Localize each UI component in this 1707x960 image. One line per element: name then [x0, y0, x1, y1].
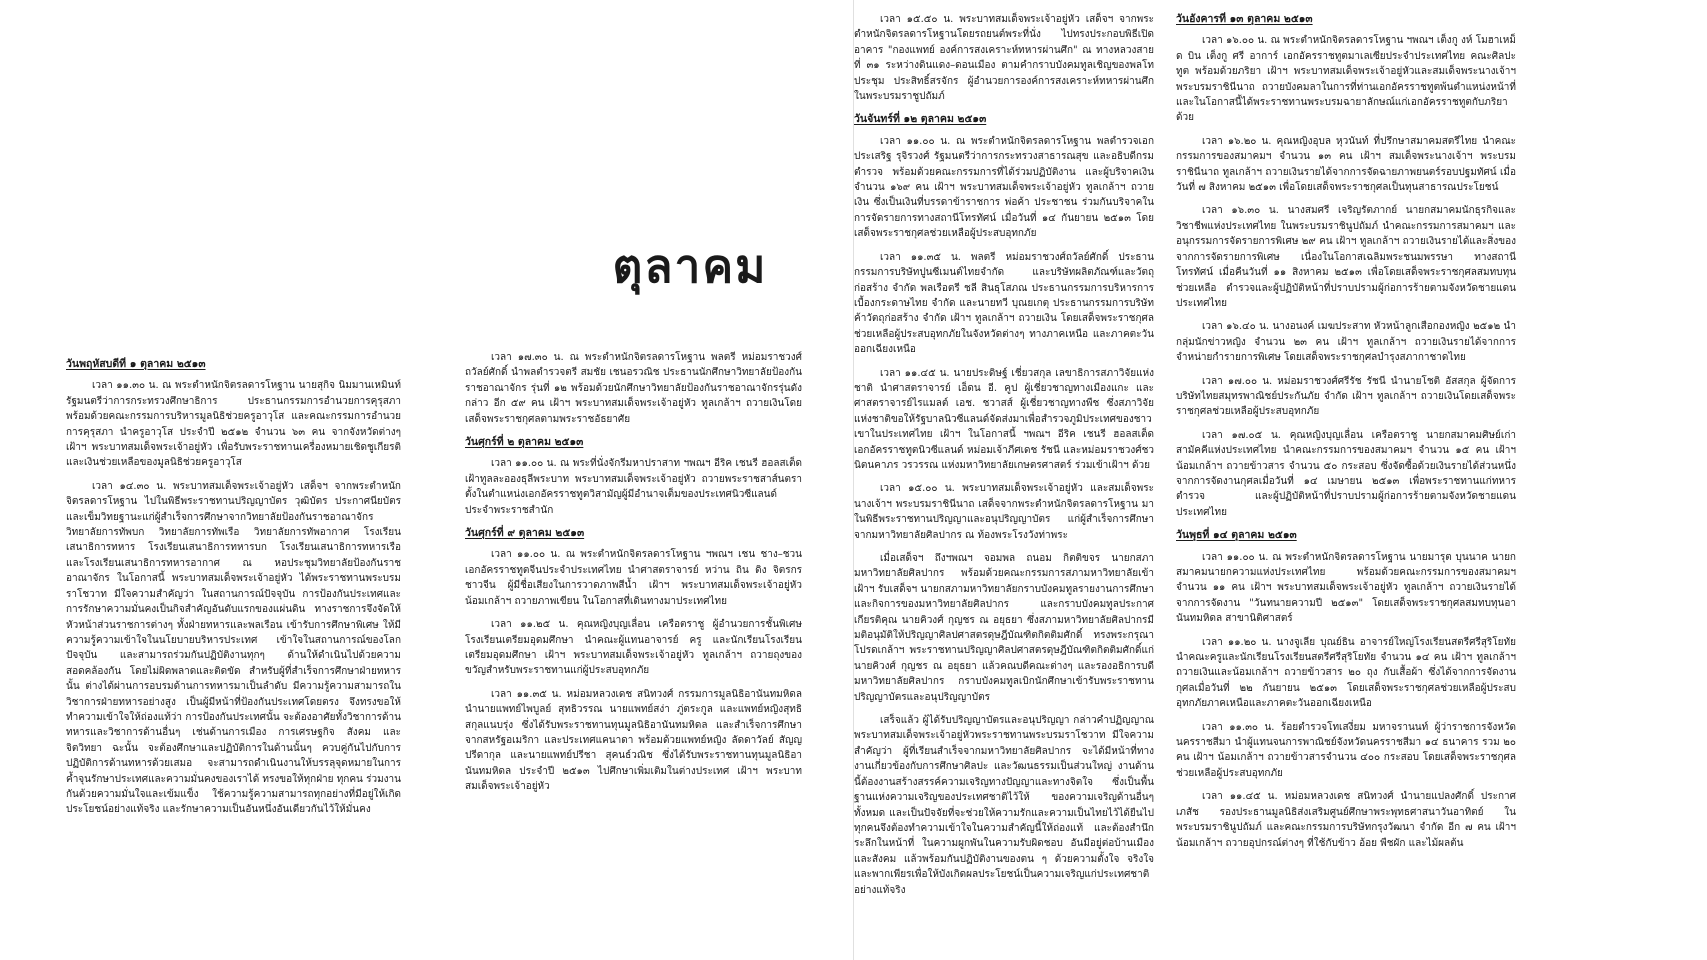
left-page — [0, 0, 853, 960]
entry-paragraph: เวลา ๑๖.๒๐ น. คุณหญิงอุบล หุวนันท์ ที่ปรึกษาสมาคมสตรีไทย นำคณะกรรมการของสมาคมฯ จำนวน ๑๓ คน เฝ้าฯ สมเด็จพระนางเจ้าฯ พระบรมราชินีนาถ ทูลเกล้าฯ ถวายเงินรายได้จากการจัดฉายภาพยนตร์รอบปฐมทัศน์ เมื่อวันที่ ๗ สิงหาคม ๒๕๑๓ เพื่อโดยเสด็จพระราชกุศลเป็นทุนสาธารณประโยชน์ — [1176, 135, 1516, 194]
entry-paragraph: เวลา ๑๑.๓๐ น. ณ พระตำหนักจิตรลดารโหฐาน นายสุกิจ นิมมานเหมินท์ รัฐมนตรีว่าการกระทรวงศึกษาธิการ ประธานกรรมการอำนวยการคุรุสภา พร้อมด้วยคณะกรรมการบริหารมูลนิธิช่วยครูอาวุโส และคณะกรรมการอำนวยการคุรุสภา นำครูอาวุโส ประจำปี ๒๕๑๒ จำนวน ๖๓ คน จากจังหวัดต่างๆ เฝ้าฯ พระบาทสมเด็จพระเจ้าอยู่หัว เพื่อรับพระราชทานเครื่องหมายเชิดชูเกียรติและเงินช่วยเหลือของมูลนิธิช่วยครูอาวุโส — [66, 380, 401, 469]
entry-paragraph: เวลา ๑๕.๕๐ น. พระบาทสมเด็จพระเจ้าอยู่หัว เสด็จฯ จากพระตำหนักจิตรลดารโหฐานโดยรถยนต์พระที่นั่ง ไปทรงประกอบพิธีเปิดอาคาร "กองแพทย์ องค์การสงเคราะห์ทหารผ่านศึก" ณ ทางหลวงสายที่ ๓๑ ระหว่างดินแดง–ดอนเมือง ตามคำกราบบังคมทูลเชิญของพลโท ประชุม ประสิทธิ์สรจักร ผู้อำนวยการองค์การสงเคราะห์ทหารผ่านศึก ในพระบรมราชูปถัมภ์ — [854, 14, 1154, 103]
entry-paragraph: เวลา ๑๑.๐๐ น. ณ พระที่นั่งจักรีมหาปราสาท ฯพณฯ อีริค เชนรี ฮอลสเต็ด เฝ้าทูลละอองธุลีพระบาท พระบาทสมเด็จพระเจ้าอยู่หัว ถวายพระราชสาส์นตราตั้งในตำแหน่งเอกอัครราชทูตวิสามัญผู้มีอำนาจเต็มของประเทศนิวซีแลนด์ประจำพระราชสำนัก — [465, 458, 802, 516]
page-title: ตุลาคม — [612, 239, 768, 293]
date-heading: วันจันทร์ที่ ๑๒ ตุลาคม ๒๕๑๓ — [854, 113, 987, 126]
entry-paragraph: เวลา ๑๗.๓๐ น. ณ พระตำหนักจิตรลดารโหฐาน พลตรี หม่อมราชวงศ์ถวัลย์ศักดิ์ นำพลตำรวจตรี สมชัย เชนอรวณิช ประธานนักศึกษาวิทยาลัยป้องกันราชอาณาจักร รุ่นที่ ๑๒ พร้อมด้วยนักศึกษาวิทยาลัยป้องกันราชอาณาจักรรุ่นดังกล่าว อีก ๕๙ คน เฝ้าฯ พระบาทสมเด็จพระเจ้าอยู่หัว ทูลเกล้าฯ ถวายเงินโดยเสด็จพระราชกุศลตามพระราชอัธยาศัย — [465, 352, 802, 425]
entry-paragraph: เวลา ๑๑.๓๕ น. พลตรี หม่อมราชวงศ์ถวัลย์ศักดิ์ ประธานกรรมการบริษัทปูนซีเมนต์ไทยจำกัด และบริษัทผลิตภัณฑ์และวัตถุก่อสร้าง จำกัด พลเรือตรี ชลี สินธุโสภณ ประธานกรรมการบริหารการเบื้องกระดาษไทย จำกัด และนายทวี บุณยเกตุ ประธานกรรมการบริษัทค้าวัตถุก่อสร้าง จำกัด เฝ้าฯ ทูลเกล้าฯ ถวายเงิน โดยเสด็จพระราชกุศลช่วยเหลือผู้ประสบอุทกภัยในจังหวัดต่างๆ ทางภาคเหนือ และภาคตะวันออกเฉียงเหนือ — [854, 251, 1154, 356]
entry-paragraph: เวลา ๑๖.๓๐ น. นางสมศรี เจริญรัตภากย์ นายกสมาคมนักธุรกิจและวิชาชีพแห่งประเทศไทย ในพระบรมราชินูปถัมภ์ นำคณะกรรมการสมาคมฯ และอนุกรรมการจัดรายการพิเศษ ๒๙ คน เฝ้าฯ ทูลเกล้าฯ ถวายเงินรายได้และสิ่งของจากการจัดรายการพิเศษ เนื่องในโอกาสเฉลิมพระชนมพรรษา ทางสถานีโทรทัศน์ เมื่อคืนวันที่ ๑๑ สิงหาคม ๒๕๑๓ เพื่อโดยเสด็จพระราชกุศลสมทบทุนช่วยเหลือ ตำรวจและผู้ปฏิบัติหน้าที่ปราบปรามผู้ก่อการร้ายตามจังหวัดชายแดนประเทศไทย — [1176, 205, 1516, 309]
entry-paragraph: เวลา ๑๑.๐๐ น. ณ พระตำหนักจิตรลดารโหฐาน ฯพณฯ เชน ชาง–ชวน เอกอัครราชทูตจีนประจำประเทศไทย นำศาสตราจารย์ หว่าน ถิน ดิง จิตรกรชาวจีน ผู้มีชื่อเสียงในการวาดภาพสีน้ำ เฝ้าฯ พระบาทสมเด็จพระเจ้าอยู่หัว น้อมเกล้าฯ ถวายภาพเขียน ในโอกาสที่เดินทางมาประเทศไทย — [465, 549, 802, 607]
entry-paragraph: เวลา ๑๖.๐๐ น. ณ พระตำหนักจิตรลดารโหฐาน ฯพณฯ เต็งกู งห์ โมฮาเหม็ด บิน เต็งกู ศรี อาการ์ เอกอัครราชทูตมาเลเซียประจำประเทศไทย คณะศิลปะทูต พร้อมด้วยภริยา เฝ้าฯ พระบาทสมเด็จพระเจ้าอยู่หัวและสมเด็จพระนางเจ้าฯ พระบรมราชินีนาถ ถวายบังคมลาในการที่ท่านเอกอัครราชทูตพ้นตำแหน่งหน้าที่ และในโอกาสนี้ได้พระราชทานพระบรมฉายาลักษณ์แก่เอกอัครราชทูตกับภริยาด้วย — [1176, 35, 1516, 124]
entry-paragraph: เวลา ๑๑.๔๕ น. นายประดิษฐ์ เชี่ยวสกุล เลขาธิการสภาวิจัยแห่งชาติ นำศาสตราจารย์ เอ็ดน อี. คูป ผู้เชี่ยวชาญทางเมืองแกะ และศาสตราจารย์ไรแมลต์ เอช. ชวาสส์ ผู้เชี่ยวชาญทางพืช ซึ่งสภาวิจัยแห่งชาติขอให้รัฐบาลนิวซีแลนด์จัดส่งมาเพื่อสำรวจภูมิประเทศของชาวเขาในประเทศไทย เฝ้าฯ ในโอกาสนี้ ฯพณฯ อีริค เชนรี ฮอลสเต็ด เอกอัครราชทูตนิวซีแลนด์ หม่อมเจ้าภีศเดช รัชนี และหม่อมราชวงศ์ชวนิตนคาภร วรวรรณ แห่งมหาวิทยาลัยเกษตรศาสตร์ ร่วมเข้าเฝ้าฯ ด้วย — [854, 367, 1154, 471]
entry-paragraph: เวลา ๑๗.๐๕ น. คุณหญิงบุญเลื่อน เครือตราชู นายกสมาคมศิษย์เก่าสามัคคีแห่งประเทศไทย นำคณะกรรมการของสมาคมฯ จำนวน ๑๕ คน เฝ้าฯ น้อมเกล้าฯ ถวายข้าวสาร จำนวน ๕๐ กระสอบ ซึ่งจัดซื้อด้วยเงินรายได้ส่วนหนึ่งจากการจัดงานกุศลเมื่อวันที่ ๑๔ เมษายน ๒๕๑๓ เพื่อพระราชทานแก่ทหาร ตำรวจ และผู้ปฏิบัติหน้าที่ปราบปรามผู้ก่อการร้ายตามจังหวัดชายแดนประเทศไทย — [1176, 429, 1516, 518]
entry-paragraph: เวลา ๑๖.๔๐ น. นางอนงค์ เมฆประสาท หัวหน้าลูกเสือกองหญิง ๒๕๑๒ นำกลุ่มนักข่าวหญิง จำนวน ๒๓ คน เฝ้าฯ ทูลเกล้าฯ ถวายเงินรายได้จากการจำหน่ายกำรายการพิเศษ โดยเสด็จพระราชกุศลบำรุงสภากาชาดไทย — [1176, 321, 1516, 364]
left-column-2 — [465, 350, 802, 960]
right-column-2 — [1176, 12, 1516, 958]
date-heading: วันอังคารที่ ๑๓ ตุลาคม ๒๕๑๓ — [1176, 13, 1313, 25]
entry-paragraph: เวลา ๑๑.๒๕ น. คุณหญิงบุญเลื่อน เครือตราชู ผู้อำนวยการชั้นพิเศษ โรงเรียนเตรียมอุดมศึกษา นำคณะผู้แทนอาจารย์ ครู และนักเรียนโรงเรียนเตรียมอุดมศึกษา เฝ้าฯ พระบาทสมเด็จพระเจ้าอยู่หัว ทูลเกล้าฯ ถวายถุงของขวัญสำหรับพระราชทานแก่ผู้ประสบอุทกภัย — [465, 619, 802, 677]
entry-paragraph: เวลา ๑๑.๐๐ น. ณ พระตำหนักจิตรลดารโหฐาน นายมารุต บุนนาค นายกสมาคมนายกความแห่งประเทศไทย พร้อมด้วยคณะกรรมการของสมาคมฯ จำนวน ๑๑ คน เฝ้าฯ พระบาทสมเด็จพระเจ้าอยู่หัว ทูลเกล้าฯ ถวายเงินรายได้จากการจัดงาน "วันทนายความปี ๒๕๑๓" โดยเสด็จพระราชกุศลสมทบทุนอานันทมหิดล สาขานิติศาสตร์ — [1176, 551, 1516, 625]
entry-paragraph: เสร็จแล้ว ผู้ได้รับปริญญาบัตรและอนุปริญญา กล่าวคำปฏิญญาณ พระบาทสมเด็จพระเจ้าอยู่หัวพระราชทานพระบรมราโชวาท มีใจความสำคัญว่า ผู้ที่เรียนสำเร็จจากมหาวิทยาลัยศิลปากร จะได้มีหน้าที่ทางงานเกี่ยวข้องกับการศึกษาศิลปะ และวัฒนธรรมเป็นส่วนใหญ่ งานด้านนี้ต้องงานสร้างสรรค์ความเจริญทางปัญญาและทางจิตใจ ซึ่งเป็นพื้นฐานแห่งความเจริญของประเทศชาติไว้ให้ ของความเจริญด้านอื่นๆ ทั้งหมด และเป็นปัจจัยที่จะช่วยให้ความรักและความเป็นไทยไว้ได้ยืนไป ทุกคนจึงต้องทำความเข้าใจในความสำคัญนี้ให้ถ่องแท้ และต้องสำนึกระลึกในหน้าที่ ในความผูกพันในความรับผิดชอบ อันมีอยู่ต่อบ้านเมืองและสังคม แล้วพร้อมกันปฏิบัติงานของตน ๆ ด้วยความตั้งใจ จริงใจ และพากเพียรเพื่อให้บังเกิดผลประโยชน์เป็นความเจริญแก่ประเทศชาติอย่างแท้จริง — [854, 715, 1154, 896]
entry-paragraph: เวลา ๑๑.๐๐ น. ณ พระตำหนักจิตรลดารโหฐาน พลตำรวจเอกประเสริฐ รุจิรวงศ์ รัฐมนตรีว่าการกระทรวงสาธารณสุข และอธิบดีกรมตำรวจ พร้อมด้วยคณะกรรมการที่ได้ร่วมปฏิบัติงาน และผู้บริจาคเงิน จำนวน ๑๖๙ คน เฝ้าฯ พระบาทสมเด็จพระเจ้าอยู่หัว ทูลเกล้าฯ ถวายเงิน ซึ่งเป็นเงินที่บรรดาข้าราชการ พ่อค้า ประชาชน ร่วมกันบริจาคในการจัดรายการทางสถานีโทรทัศน์ เมื่อวันที่ ๑๔ กันยายน ๒๕๑๓ โดยเสด็จพระราชกุศลช่วยเหลือผู้ประสบอุทกภัย — [854, 135, 1154, 240]
right-column-1 — [854, 12, 1154, 958]
entry-paragraph: เวลา ๑๔.๓๐ น. พระบาทสมเด็จพระเจ้าอยู่หัว เสด็จฯ จากพระตำหนักจิตรลดารโหฐาน ไปในพิธีพระราชทานปริญญาบัตร วุฒิบัตร ประกาศนียบัตร และเข็มวิทยฐานะแก่ผู้สำเร็จการศึกษาจากวิทยาลัยป้องกันราชอาณาจักร วิทยาลัยการทัพบก วิทยาลัยการทัพเรือ วิทยาลัยการทัพอากาศ โรงเรียนเสนาธิการทหาร โรงเรียนเสนาธิการทหารบก โรงเรียนเสนาธิการทหารเรือ และโรงเรียนเสนาธิการทหารอากาศ ณ หอประชุมวิทยาลัยป้องกันราชอาณาจักร ในโอกาสนี้ พระบาทสมเด็จพระเจ้าอยู่หัว ได้พระราชทานพระบรมราโชวาท มีใจความสำคัญว่า ในสถานการณ์ปัจจุบัน การป้องกันประเทศและการรักษาความมั่นคงเป็นกิจสำคัญอันดับแรกของแผ่นดิน ทางราชการจึงจัดให้หัวหน้าส่วนราชการต่างๆ ทั้งฝ่ายทหารและพลเรือน เข้ารับการศึกษาพิเศษ ให้มีความรู้ความเข้าใจในนโยบายบริหารประเทศ เข้าใจในสถานการณ์ของโลกปัจจุบัน และสามารถร่วมกันปฏิบัติงานทุกๆ ด้านให้ดำเนินไปด้วยความสอดคล้องกัน โดยไม่ผิดพลาดและติดขัด สำหรับผู้ที่สำเร็จการศึกษาฝ่ายทหารนั้น ต่างได้ผ่านการอบรมด้านการทหารมาเป็นลำดับ มีความรู้ความสามารถในวิชาการฝ่ายทหารอย่างสูง เป็นผู้มีหน้าที่ป้องกันประเทศโดยตรง จึงทรงขอให้ทำความเข้าใจให้ถ่องแท้ว่า การป้องกันประเทศนั้น จะต้องอาศัยทั้งวิชาการด้านทหารและวิชาการด้านอื่นๆ เช่นด้านการเมือง การเศรษฐกิจ สังคม และจิตวิทยา ฉะนั้น จะต้องศึกษาและปฏิบัติการในด้านนั้นๆ ควบคู่กันไปกับการปฏิบัติการด้านทหารด้วยเสมอ จะสามารถดำเนินงานให้บรรลุจุดหมายในการค้ำจุนรักษาประเทศและความมั่นคงของเราได้ ทรงขอให้ทุกฝ่าย ทุกคน ร่วมงานกันด้วยความมั่นใจและเข้มแข็ง ใช้ความรู้ความสามารถทุกอย่างที่มีอยู่ให้เกิดประโยชน์อย่างแท้จริง และรักษาความเป็นอันหนึ่งอันเดียวกันไว้ให้มั่นคง — [66, 480, 401, 816]
entry-paragraph: เวลา ๑๗.๐๐ น. หม่อมราชวงศ์ศรีรัช รัชนี นำนายโชติ อัสสกุล ผู้จัดการบริษัทไทยสมุทรพาณิชย์ประกันภัย จำกัด เฝ้าฯ ทูลเกล้าฯ ถวายเงินโดยเสด็จพระราชกุศลช่วยเหลือผู้ประสบอุทกภัย — [1176, 375, 1516, 418]
entry-paragraph: เวลา ๑๑.๒๐ น. นางจูเลีย บุณย์ธิน อาจารย์ใหญ่โรงเรียนสตรีศรีสุริโยทัย นำคณะครูและนักเรียนโรงเรียนสตรีศรีสุริโยทัย จำนวน ๑๔ คน เฝ้าฯ ทูลเกล้าฯ ถวายเงินและน้อมเกล้าฯ ถวายข้าวสาร ๒๐ ถุง กับเสื้อผ้า ซึ่งได้จากการจัดงานกุศลเมื่อวันที่ ๒๒ กันยายน ๒๕๑๓ โดยเสด็จพระราชกุศลช่วยเหลือผู้ประสบอุทกภัยภาคเหนือและภาคตะวันออกเฉียงเหนือ — [1176, 636, 1516, 710]
right-page — [853, 0, 1707, 960]
date-heading: วันพุธที่ ๑๔ ตุลาคม ๒๕๑๓ — [1176, 529, 1297, 542]
entry-paragraph: เวลา ๑๑.๓๕ น. หม่อมหลวงเดช สนิทวงศ์ กรรมการมูลนิธิอานันทมหิดล นำนายแพทย์ไพบูลย์ สุทธิวรรณ นายแพทย์สง่า ภู่ตระกูล และแพทย์หญิงสุทธิ สกุลแนบรุ่ง ซึ่งได้รับพระราชทานทุนมูลนิธิอานันทมหิดล และสำเร็จการศึกษาจากสหรัฐอเมริกา และประเทศแคนาดา พร้อมด้วยแพทย์หญิง ลัดดาวัลย์ สัญญปรีดากุล และนายแพทย์ปรีชา สุคนธ์วณิช ซึ่งได้รับพระราชทานทุนมูลนิธิอานันทมหิดล ประจำปี ๒๕๑๓ ไปศึกษาเพิ่มเติมในต่างประเทศ เฝ้าฯ พระบาทสมเด็จพระเจ้าอยู่หัว — [465, 688, 802, 793]
left-column-1 — [66, 357, 401, 957]
entry-paragraph: เวลา ๑๑.๔๕ น. หม่อมหลวงเดช สนิทวงศ์ นำนายแปลงศักดิ์ ประกาศเภสัช รองประธานมูลนิธิส่งเสริมศูนย์ศึกษาพระพุทธศาสนาวันอาทิตย์ ในพระบรมราชินูปถัมภ์ และคณะกรรมการบริษัทกรุงวัฒนา จำกัด อีก ๗ คน เฝ้าฯ น้อมเกล้าฯ ถวายอุปกรณ์ต่างๆ ที่ใช้กับข้าว อ้อย พืชผัก และไม้ผลต้น — [1176, 791, 1516, 849]
entry-paragraph: เมื่อเสด็จฯ ถึงฯพณฯ จอมพล ถนอม กิตติขจร นายกสภามหาวิทยาลัยศิลปากร พร้อมด้วยคณะกรรมการสภามหาวิทยาลัยเข้าเฝ้าฯ รับเสด็จฯ นายกสภามหาวิทยาลัยกราบบังคมทูลรายงานการศึกษาและกิจการของมหาวิทยาลัยศิลปากร และกราบบังคมทูลประกาศเกียรติคุณ นายคิวงศ์ กุญชร ณ อยุธยา ซึ่งสภามหาวิทยาลัยศิลปากรมีมติอนุมัติให้ปริญญาศิลปศาสตรดุษฎีบัณฑิตกิตติมศักดิ์ ทรงพระกรุณาโปรดเกล้าฯ พระราชทานปริญญาศิลปศาสตรดุษฎีบัณฑิตกิตติมศักดิ์แก่ นายคิวงศ์ กุญชร ณ อยุธยา แล้วคณบดีคณะต่างๆ และรองอธิการบดีมหาวิทยาลัยศิลปากร กราบบังคมทูลเบิกนักศึกษาเข้ารับพระราชทานปริญญาบัตรและอนุปริญญาบัตร — [854, 553, 1154, 703]
date-heading: วันศุกร์ที่ ๙ ตุลาคม ๒๕๑๓ — [465, 527, 585, 540]
date-heading: วันศุกร์ที่ ๒ ตุลาคม ๒๕๑๓ — [465, 436, 584, 449]
date-heading: วันพฤหัสบดีที่ ๑ ตุลาคม ๒๕๑๓ — [66, 358, 206, 370]
entry-paragraph: เวลา ๑๑.๓๐ น. ร้อยตำรวจโทเสงี่ยม มหาจรานนท์ ผู้ว่าราชการจังหวัดนครราชสีมา นำผู้แทนจนการพาณิชย์จังหวัดนครราชสีมา ๑๔ ธนาคาร รวม ๒๐ คน เฝ้าฯ น้อมเกล้าฯ ถวายข้าวสารจำนวน ๔๐๐ กระสอบ โดยเสด็จพระราชกุศลช่วยเหลือผู้ประสบอุทกภัย — [1176, 721, 1516, 779]
entry-paragraph: เวลา ๑๕.๐๐ น. พระบาทสมเด็จพระเจ้าอยู่หัว และสมเด็จพระนางเจ้าฯ พระบรมราชินีนาถ เสด็จจากพระตำหนักจิตรลดารโหฐาน มาในพิธีพระราชทานปริญญาและอนุปริญญาบัตร แก่ผู้สำเร็จการศึกษาจากมหาวิทยาลัยศิลปากร ณ ท้องพระโรงวังท่าพระ — [854, 483, 1154, 541]
